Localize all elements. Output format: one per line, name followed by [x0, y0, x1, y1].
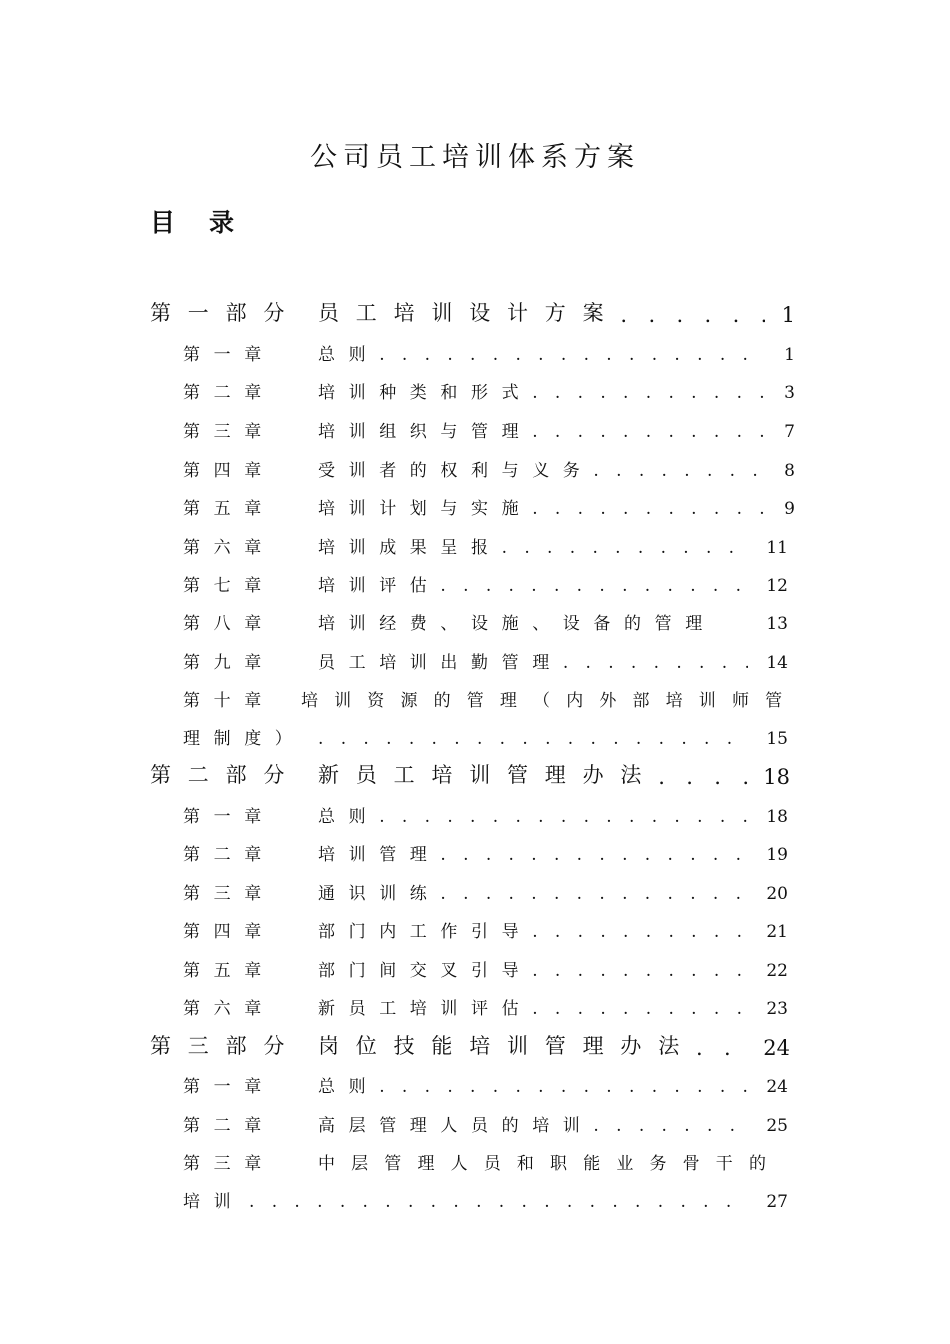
toc-chapter-label: 第六章	[183, 999, 275, 1019]
toc-chapter-entry[interactable]	[0, 1071, 950, 1097]
toc-page-number: 8	[784, 461, 795, 481]
toc-entry-title: 培训评估	[318, 576, 441, 596]
toc-leader-dots	[379, 345, 765, 365]
toc-page-number: 7	[784, 422, 795, 442]
toc-leader-dots	[440, 884, 748, 904]
toc-leader-dots	[440, 576, 748, 596]
toc-leader-dots	[532, 422, 765, 442]
toc-page-number: 3	[784, 383, 795, 403]
toc-entry-title: 总则	[318, 807, 380, 827]
toc-page-number: 13	[766, 614, 788, 634]
toc-page-number: 24	[763, 1036, 790, 1060]
toc-entry-title: 受训者的权利与义务	[318, 461, 594, 481]
toc-page-number: 19	[766, 845, 788, 865]
toc-chapter-entry[interactable]	[0, 647, 950, 673]
toc-part-entry[interactable]	[0, 759, 950, 789]
toc-chapter-label: 第五章	[183, 961, 275, 981]
toc-leader-dots	[379, 807, 748, 827]
toc-entry-title: 高层管理人员的培训	[318, 1116, 594, 1136]
toc-leader-dots	[440, 845, 748, 865]
toc-chapter-label: 第二章	[183, 845, 275, 865]
toc-chapter-entry[interactable]	[0, 801, 950, 827]
toc-chapter-entry[interactable]	[0, 685, 950, 711]
toc-chapter-label: 第八章	[183, 614, 275, 634]
toc-page-number: 24	[766, 1077, 788, 1097]
toc-leader-dots	[532, 499, 765, 519]
toc-leader-dots	[658, 765, 750, 789]
toc-leader-dots	[532, 383, 765, 403]
toc-chapter-label: 第二章	[183, 383, 275, 403]
toc-page-number: 27	[766, 1192, 788, 1212]
toc-chapter-entry[interactable]	[0, 570, 950, 596]
toc-page-number: 1	[784, 345, 795, 365]
toc-chapter-entry[interactable]	[0, 416, 950, 442]
toc-chapter-label: 第六章	[183, 538, 275, 558]
toc-entry-title: 部门间交叉引导	[318, 961, 533, 981]
toc-chapter-entry[interactable]	[0, 532, 950, 558]
toc-page-number: 18	[766, 807, 788, 827]
toc-entry-title: 部门内工作引导	[318, 922, 533, 942]
toc-entry-title: 新员工培训管理办法	[318, 763, 659, 787]
toc-entry-title: 中层管理人员和职能业务骨干的	[318, 1154, 783, 1174]
toc-page-number: 25	[766, 1116, 788, 1136]
toc-entry-title-continuation: 理制度）	[183, 729, 306, 749]
toc-page-number: 9	[784, 499, 795, 519]
toc-chapter-label: 第二章	[183, 1116, 275, 1136]
toc-chapter-label: 第四章	[183, 461, 275, 481]
toc-entry-title-continuation: 培训	[183, 1192, 245, 1212]
toc-page-number: 15	[766, 729, 788, 749]
toc-part-entry[interactable]	[0, 1030, 950, 1060]
toc-leader-dots	[379, 1077, 748, 1097]
toc-page-number: 22	[766, 961, 788, 981]
toc-chapter-entry[interactable]	[0, 377, 950, 403]
toc-entry-title: 培训成果呈报	[318, 538, 502, 558]
toc-page-number: 11	[766, 538, 788, 558]
toc-entry-title: 通识训练	[318, 884, 441, 904]
toc-chapter-label: 第一章	[183, 1077, 275, 1097]
toc-leader-dots	[532, 961, 748, 981]
toc-entry-title: 新员工培训评估	[318, 999, 533, 1019]
toc-page-number: 23	[766, 999, 788, 1019]
toc-page-number: 18	[763, 765, 790, 789]
toc-chapter-entry[interactable]	[0, 993, 950, 1019]
toc-entry-title: 岗位技能培训管理办法	[318, 1034, 696, 1058]
toc-leader-dots	[563, 653, 748, 673]
toc-chapter-entry[interactable]	[0, 1110, 950, 1136]
toc-chapter-label: 第四章	[183, 922, 275, 942]
toc-chapter-entry[interactable]	[0, 955, 950, 981]
toc-entry-title: 培训管理	[318, 845, 441, 865]
toc-chapter-entry[interactable]	[0, 839, 950, 865]
toc-leader-dots	[502, 538, 748, 558]
toc-leader-dots	[249, 1192, 748, 1212]
toc-leader-dots	[593, 461, 765, 481]
toc-entry-title: 总则	[318, 345, 380, 365]
toc-page-number: 14	[766, 653, 788, 673]
toc-chapter-label: 第一章	[183, 807, 275, 827]
toc-entry-title: 培训经费、设施、设备的管理	[318, 614, 716, 634]
toc-chapter-label: 第一章	[183, 345, 275, 365]
toc-chapter-entry[interactable]	[0, 339, 950, 365]
toc-entry-title: 培训计划与实施	[318, 499, 533, 519]
toc-chapter-entry[interactable]	[0, 1148, 950, 1174]
toc-chapter-label: 第三章	[183, 1154, 275, 1174]
toc-part-entry[interactable]	[0, 297, 950, 327]
toc-chapter-label: 第三章	[183, 422, 275, 442]
toc-chapter-entry[interactable]	[0, 878, 950, 904]
toc-chapter-entry[interactable]	[0, 455, 950, 481]
toc-leader-dots	[696, 1036, 750, 1060]
toc-part-label: 第一部分	[150, 301, 302, 325]
toc-entry-title: 员工培训设计方案	[318, 301, 621, 325]
toc-page-number: 20	[766, 884, 788, 904]
toc-leader-dots	[318, 729, 748, 749]
toc-chapter-entry-continuation[interactable]	[0, 1186, 950, 1212]
toc-chapter-label: 第三章	[183, 884, 275, 904]
toc-chapter-entry[interactable]	[0, 916, 950, 942]
toc-chapter-label: 第七章	[183, 576, 275, 596]
toc-entry-title: 培训资源的管理（内外部培训师管	[301, 691, 799, 711]
toc-chapter-label: 第五章	[183, 499, 275, 519]
toc-part-label: 第二部分	[150, 763, 302, 787]
toc-page-number: 12	[766, 576, 788, 596]
toc-chapter-entry[interactable]	[0, 608, 950, 634]
toc-leader-dots	[620, 303, 765, 327]
toc-leader-dots	[593, 1116, 748, 1136]
toc-entry-title: 员工培训出勤管理	[318, 653, 563, 673]
toc-part-label: 第三部分	[150, 1034, 302, 1058]
toc-chapter-label: 第九章	[183, 653, 275, 673]
toc-chapter-entry-continuation[interactable]	[0, 723, 950, 749]
toc-chapter-entry[interactable]	[0, 493, 950, 519]
toc-entry-title: 培训组织与管理	[318, 422, 533, 442]
document-title: 公司员工培训体系方案	[310, 142, 640, 173]
toc-entry-title: 总则	[318, 1077, 380, 1097]
toc-heading: 目录	[150, 208, 269, 237]
toc-page-number: 1	[781, 303, 795, 327]
toc-chapter-label: 第十章	[183, 691, 275, 711]
toc-leader-dots	[532, 999, 748, 1019]
toc-page-number: 21	[766, 922, 788, 942]
toc-leader-dots	[532, 922, 748, 942]
toc-entry-title: 培训种类和形式	[318, 383, 533, 403]
